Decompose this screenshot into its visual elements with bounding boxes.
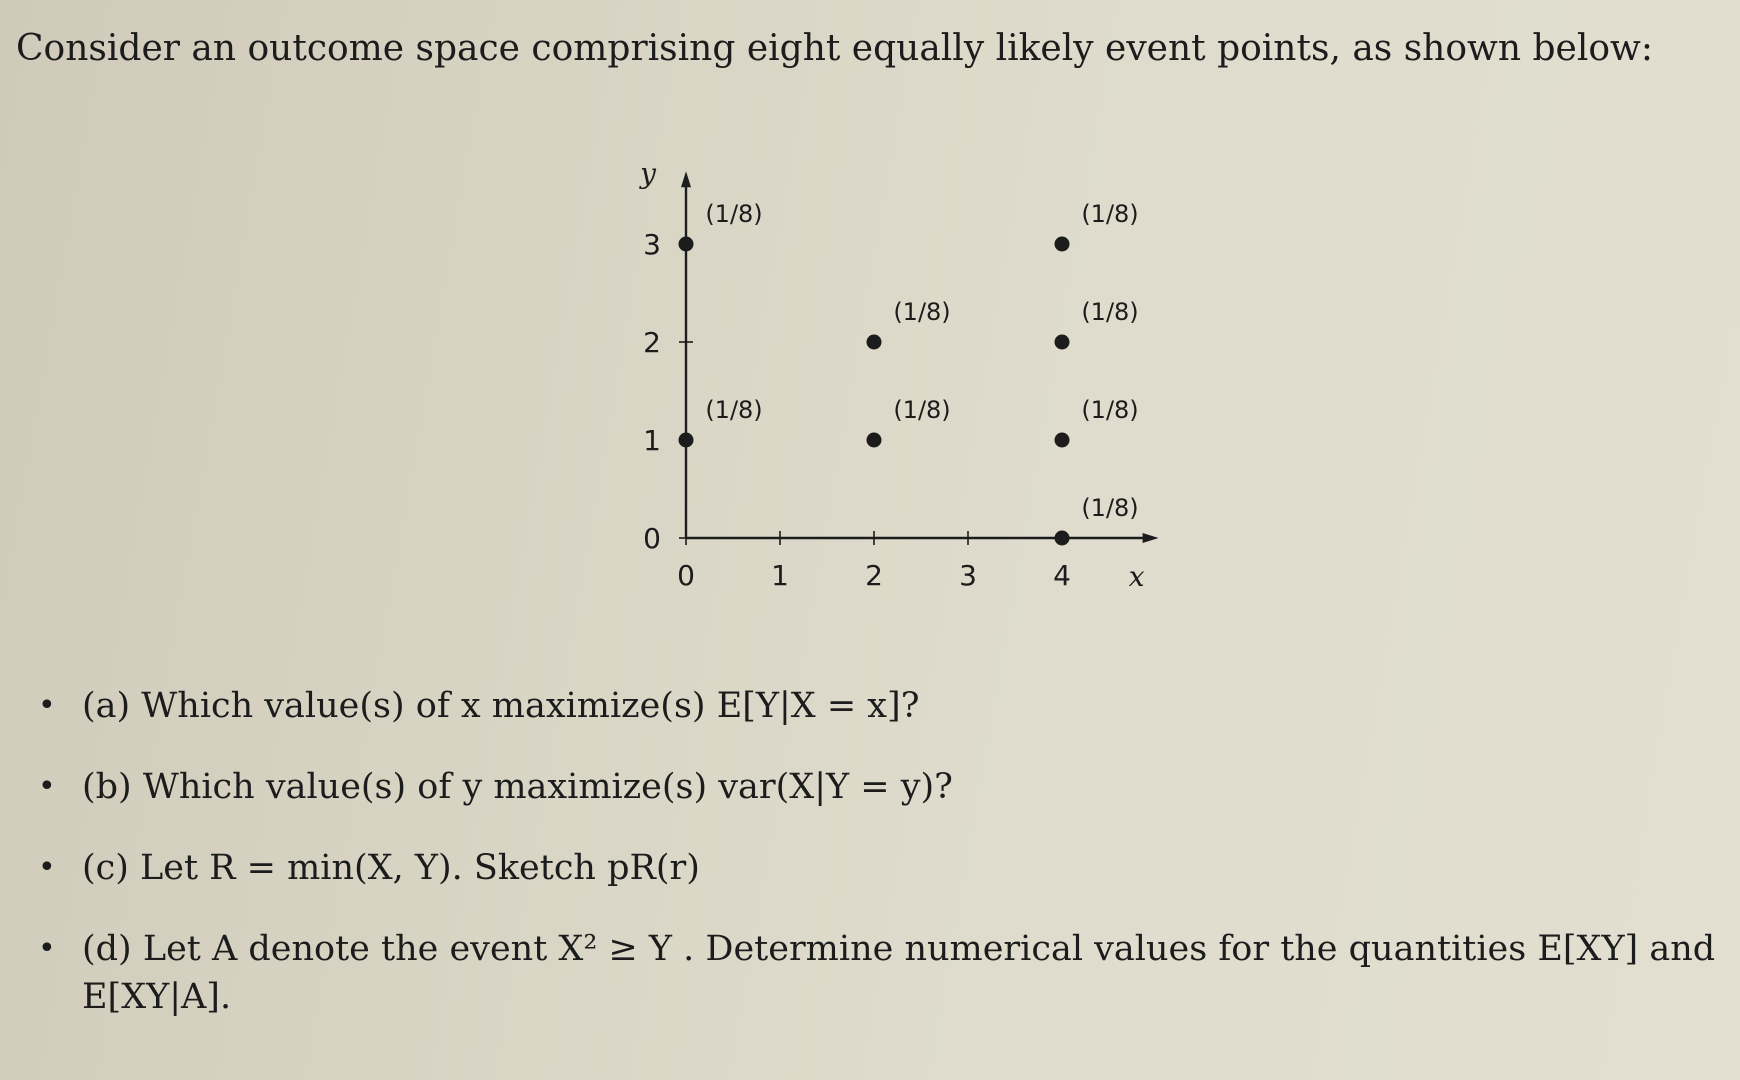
plot-points	[679, 200, 1139, 546]
x-axis-arrow-icon	[1143, 533, 1159, 543]
data-point	[867, 335, 882, 350]
data-point	[1055, 433, 1070, 448]
data-point	[679, 433, 694, 448]
probability-label: (1/8)	[1081, 298, 1139, 326]
probability-label: (1/8)	[1081, 200, 1139, 228]
question-d	[30, 925, 1730, 1021]
data-point	[1055, 237, 1070, 252]
question-d-continuation: E[XY|A].	[82, 977, 232, 1017]
probability-label: (1/8)	[893, 298, 951, 326]
data-point	[1055, 335, 1070, 350]
x-tick-label: 1	[771, 559, 789, 592]
x-axis-label: x	[1128, 560, 1145, 593]
probability-label: (1/8)	[1081, 494, 1139, 522]
x-tick-label: 3	[959, 559, 977, 592]
y-tick-label: 0	[643, 522, 661, 555]
probability-label: (1/8)	[1081, 396, 1139, 424]
y-tick-label: 2	[643, 326, 661, 359]
question-a-text: (a) Which value(s) of x maximize(s) E[Y|X = x]?	[82, 686, 920, 726]
question-b-text: (b) Which value(s) of y maximize(s) var(X|Y = y)?	[82, 767, 953, 807]
outcome-space-scatter-plot	[600, 120, 1200, 600]
question-b	[30, 763, 1730, 811]
data-point	[1055, 531, 1070, 546]
question-c-text: (c) Let R = min(X, Y). Sketch pR(r)	[82, 848, 700, 888]
bullet-icon: •	[38, 931, 56, 966]
y-tick-label: 3	[643, 228, 661, 261]
probability-label: (1/8)	[705, 396, 763, 424]
x-tick-label: 4	[1053, 559, 1071, 592]
probability-label: (1/8)	[705, 200, 763, 228]
question-a	[30, 682, 1730, 730]
question-list	[30, 682, 1730, 1054]
y-axis-label: y	[640, 157, 656, 191]
x-tick-label: 0	[677, 559, 695, 592]
y-tick-label: 1	[643, 424, 661, 457]
problem-intro: Consider an outcome space comprising eight equally likely event points, as shown below:	[16, 28, 1653, 69]
bullet-icon: •	[38, 688, 56, 723]
question-c	[30, 844, 1730, 892]
question-d-text: (d) Let A denote the event X² ≥ Y . Determine numerical values for the quantities E[XY] and	[82, 929, 1716, 969]
bullet-icon: •	[38, 769, 56, 804]
outcome-space-figure	[600, 120, 1200, 600]
y-axis-arrow-icon	[681, 171, 691, 187]
bullet-icon: •	[38, 850, 56, 885]
probability-label: (1/8)	[893, 396, 951, 424]
x-tick-label: 2	[865, 559, 883, 592]
data-point	[679, 237, 694, 252]
data-point	[867, 433, 882, 448]
